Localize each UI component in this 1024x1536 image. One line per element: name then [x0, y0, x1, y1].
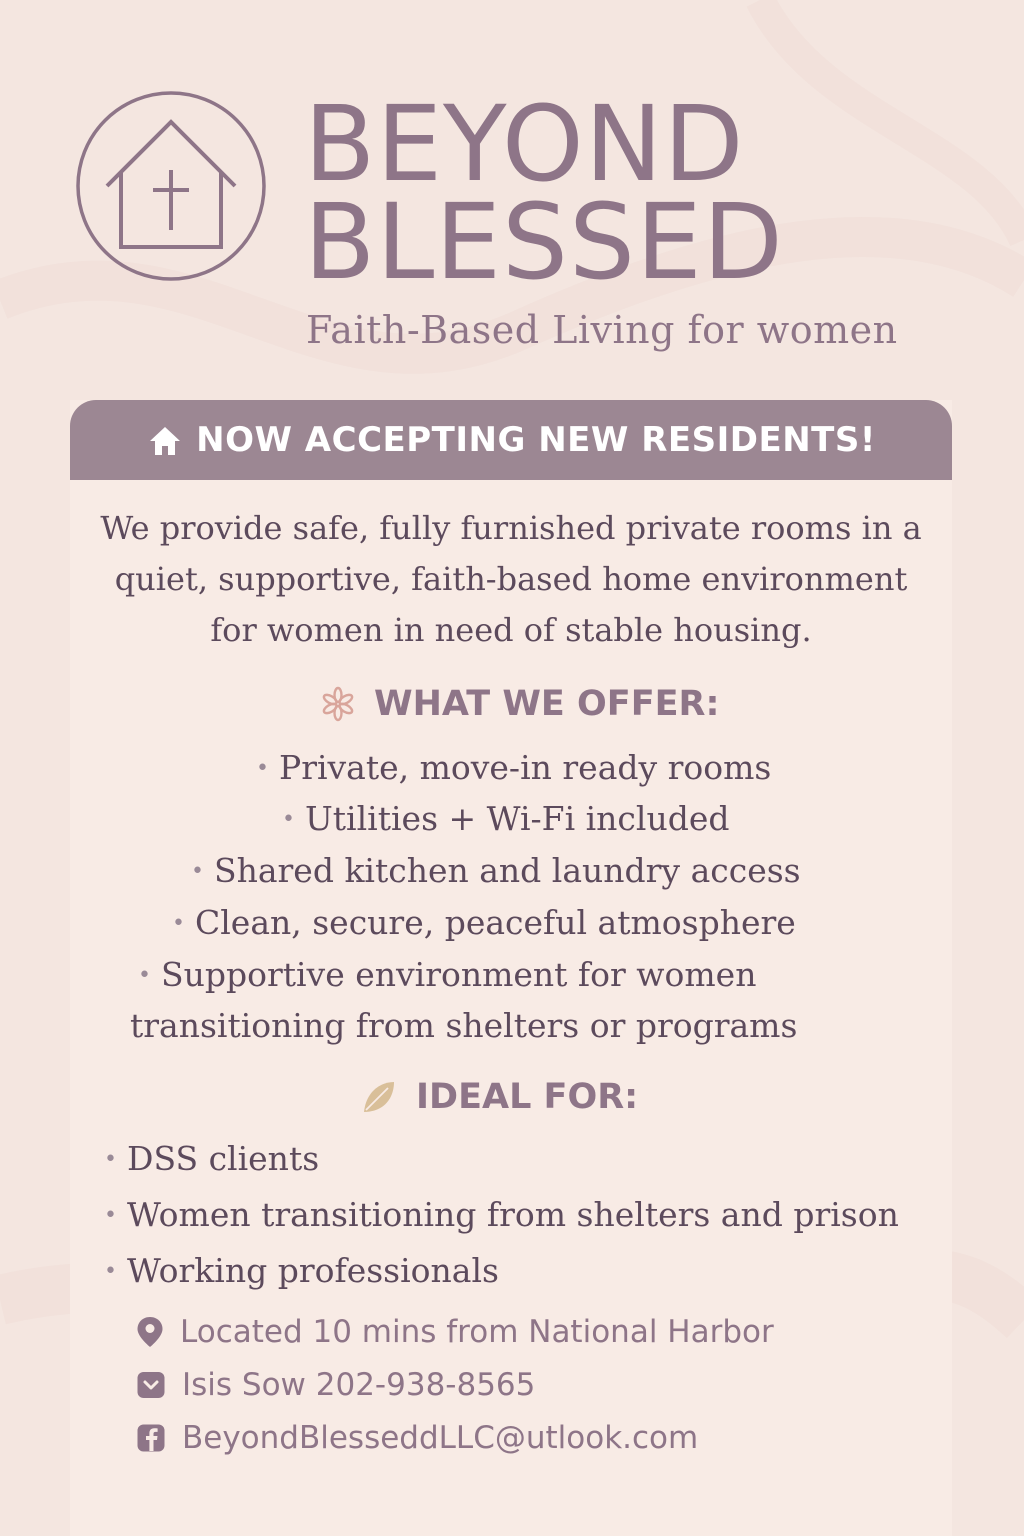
- announcement-banner: [70, 400, 952, 480]
- list-item: • Private, move-in ready rooms: [256, 748, 772, 787]
- brand-name-line1: BEYOND: [304, 83, 745, 205]
- list-item: • DSS clients: [104, 1139, 320, 1178]
- house-with-cross-icon: [75, 90, 267, 282]
- ideal-list: [104, 1133, 944, 1301]
- offer-heading-text: WHAT WE OFFER:: [374, 684, 720, 724]
- list-item: • Utilities + Wi-Fi included: [282, 799, 730, 838]
- contact-info: [136, 1305, 936, 1464]
- list-item: • Working professionals: [104, 1251, 499, 1290]
- list-item: • Shared kitchen and laundry access: [191, 851, 801, 890]
- facebook-icon: [136, 1423, 166, 1453]
- brand-tagline: Faith-Based Living for women: [306, 308, 898, 352]
- intro-line: for women in need of stable housing.: [210, 611, 812, 649]
- list-item: • Clean, secure, peaceful atmosphere: [172, 903, 796, 942]
- intro-line: We provide safe, fully furnished private rooms in a: [100, 509, 922, 547]
- message-icon: [136, 1370, 166, 1400]
- intro-line: quiet, supportive, faith-based home environment: [114, 560, 908, 598]
- email-text[interactable]: BeyondBlesseddLLC@utlook.com: [182, 1419, 699, 1456]
- location-row: [136, 1305, 936, 1358]
- info-card: [70, 400, 952, 1536]
- banner-text: NOW ACCEPTING NEW RESIDENTS!: [196, 420, 876, 460]
- list-item-continuation: transitioning from shelters or programs: [130, 1006, 798, 1045]
- location-text: Located 10 mins from National Harbor: [180, 1313, 774, 1350]
- phone-row[interactable]: [136, 1358, 936, 1411]
- brand-name-line2: BLESSED: [304, 181, 784, 303]
- phone-text[interactable]: Isis Sow 202-938-8565: [182, 1366, 536, 1403]
- list-item: • Supportive environment for women: [138, 955, 757, 994]
- email-row[interactable]: [136, 1411, 936, 1464]
- offer-heading: [320, 684, 719, 724]
- location-pin-icon: [136, 1316, 164, 1348]
- home-icon: [146, 422, 184, 460]
- intro-paragraph: [100, 503, 922, 656]
- ideal-heading-text: IDEAL FOR:: [416, 1077, 639, 1117]
- list-item: • Women transitioning from shelters and prison: [104, 1195, 899, 1234]
- flower-icon: [320, 686, 356, 722]
- leaf-icon: [360, 1078, 398, 1116]
- logo-emblem: [75, 90, 267, 282]
- ideal-heading: [360, 1077, 638, 1117]
